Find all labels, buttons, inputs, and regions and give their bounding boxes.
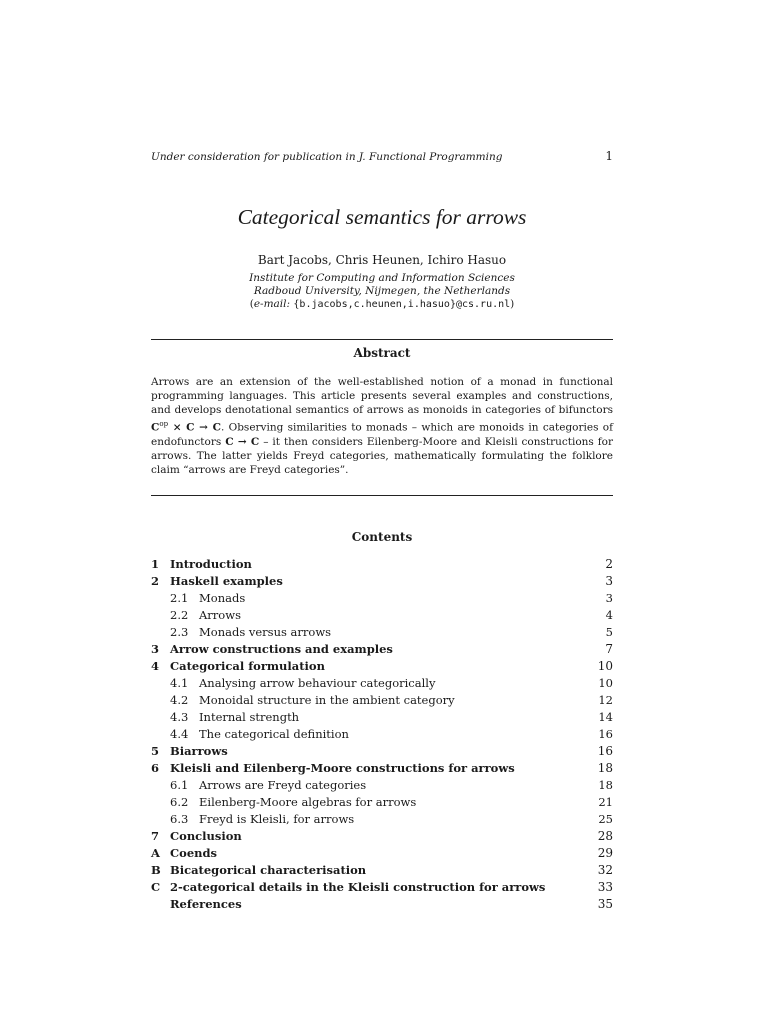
toc-entry-title: Haskell examples xyxy=(170,574,283,588)
paper-title: Categorical semantics for arrows xyxy=(237,205,527,229)
toc-entry-title: Conclusion xyxy=(170,829,242,843)
toc-entry-page: 10 xyxy=(597,659,613,673)
toc-entry-number: 2.1 xyxy=(170,591,189,605)
abstract-bottom-rule xyxy=(151,495,613,496)
toc-entry-number: 1 xyxy=(151,557,160,571)
toc-entry[interactable] xyxy=(151,692,613,709)
toc-entry-title: Internal strength xyxy=(199,710,300,724)
toc-entry-title: Bicategorical characterisation xyxy=(170,863,367,877)
toc-entry-number: 6.1 xyxy=(170,778,189,792)
toc-entry-number: B xyxy=(151,863,161,877)
toc-entry-title: Kleisli and Eilenberg-Moore constructions for arrows xyxy=(170,761,515,775)
formula-bifunctor-rest: × C → C xyxy=(168,421,221,434)
toc-entry-title: Freyd is Kleisli, for arrows xyxy=(199,812,355,826)
toc-entry[interactable] xyxy=(151,896,613,913)
toc-entry-number: 4 xyxy=(151,659,160,673)
toc-entry-page: 33 xyxy=(597,880,613,894)
toc-entry[interactable] xyxy=(151,556,613,573)
toc-entry-number: 6 xyxy=(151,761,160,775)
toc-entry-page: 7 xyxy=(605,642,613,656)
toc-entry[interactable] xyxy=(151,709,613,726)
toc-entry[interactable] xyxy=(151,624,613,641)
toc-entry[interactable] xyxy=(151,862,613,879)
toc-entry-page: 12 xyxy=(598,693,613,707)
toc-entry-title: Coends xyxy=(170,846,218,860)
toc-entry-title: Arrow constructions and examples xyxy=(170,642,393,656)
toc-entry-number: 2.3 xyxy=(170,625,189,639)
running-header xyxy=(151,149,613,163)
toc-entry-title: Monads xyxy=(199,591,246,605)
toc-entry-title: The categorical definition xyxy=(199,727,349,741)
toc-entry-number: 6.2 xyxy=(170,795,189,809)
toc-entry[interactable] xyxy=(151,879,613,896)
toc-entry-page: 18 xyxy=(597,761,613,775)
page-number: 1 xyxy=(605,149,613,163)
table-of-contents xyxy=(151,556,613,913)
toc-entry-page: 2 xyxy=(605,557,613,571)
toc-entry-title: Biarrows xyxy=(170,744,228,758)
toc-entry-title: References xyxy=(170,897,242,911)
author-email: (e-mail: {b.jacobs,c.heunen,i.hasuo}@cs.ru.nl) xyxy=(249,298,515,310)
toc-entry-page: 3 xyxy=(605,591,613,605)
toc-entry[interactable] xyxy=(151,573,613,590)
formula-cop-sup: op xyxy=(159,420,169,428)
toc-entry-page: 18 xyxy=(598,778,613,792)
toc-entry[interactable] xyxy=(151,794,613,811)
abstract-text-part2: . Observing similarities to monads – which are monoids in categories of endofunctors xyxy=(151,421,613,448)
toc-entry[interactable] xyxy=(151,845,613,862)
toc-entry-title: Introduction xyxy=(170,557,252,571)
abstract-heading: Abstract xyxy=(353,346,411,360)
toc-entry-number: A xyxy=(151,846,160,860)
toc-entry-number: 4.4 xyxy=(170,727,189,741)
abstract-text-part1: Arrows are an extension of the well-established notion of a monad in functional programming languages. This article presents several examples and constructions, and develops denotational semantics of arrows as monoids in categories of bifunctors xyxy=(151,376,613,416)
toc-entry[interactable] xyxy=(151,743,613,760)
toc-entry[interactable] xyxy=(151,675,613,692)
abstract-top-rule xyxy=(151,339,613,340)
toc-entry-page: 16 xyxy=(598,727,613,741)
toc-entry[interactable] xyxy=(151,760,613,777)
toc-entry[interactable] xyxy=(151,658,613,675)
toc-entry-page: 10 xyxy=(598,676,613,690)
toc-entry-page: 29 xyxy=(597,846,613,860)
toc-entry-title: Arrows xyxy=(199,608,241,622)
toc-entry-title: Categorical formulation xyxy=(170,659,325,673)
toc-entry-number: 4.2 xyxy=(170,693,189,707)
toc-entry-title: Monoidal structure in the ambient category xyxy=(199,693,455,707)
toc-entry[interactable] xyxy=(151,811,613,828)
toc-entry-number: C xyxy=(151,880,161,894)
toc-entry-page: 3 xyxy=(605,574,613,588)
toc-entry-page: 16 xyxy=(597,744,613,758)
affiliation-university: Radboud University, Nijmegen, the Netherlands xyxy=(253,285,511,297)
contents-heading: Contents xyxy=(351,530,413,544)
toc-entry-page: 14 xyxy=(598,710,613,724)
toc-entry-number: 7 xyxy=(151,829,160,843)
toc-entry-title: Eilenberg-Moore algebras for arrows xyxy=(199,795,417,809)
toc-entry-title: Arrows are Freyd categories xyxy=(199,778,367,792)
toc-entry-page: 4 xyxy=(605,608,613,622)
toc-entry[interactable] xyxy=(151,777,613,794)
formula-endofunctor: C → C xyxy=(225,435,260,448)
toc-entry-page: 32 xyxy=(597,863,613,877)
toc-entry-number: 2 xyxy=(151,574,160,588)
email-label: e-mail: xyxy=(253,298,291,310)
toc-entry-title: Analysing arrow behaviour categorically xyxy=(199,676,436,690)
abstract-text-part3: – it then considers Eilenberg-Moore and Kleisli constructions for arrows. The latter yields Freyd categories, mathematically formulating the folklore claim “arrows are Freyd categories”. xyxy=(151,435,613,476)
affiliation-institute: Institute for Computing and Information Sciences xyxy=(249,272,515,284)
toc-entry-number: 4.3 xyxy=(170,710,189,724)
abstract-text xyxy=(151,375,613,477)
toc-entry[interactable] xyxy=(151,590,613,607)
toc-entry-page: 28 xyxy=(597,829,613,843)
toc-entry-number: 3 xyxy=(151,642,160,656)
toc-entry-number: 6.3 xyxy=(170,812,189,826)
toc-entry-title: Monads versus arrows xyxy=(199,625,332,639)
toc-entry[interactable] xyxy=(151,828,613,845)
toc-entry[interactable] xyxy=(151,726,613,743)
toc-entry-page: 21 xyxy=(598,795,613,809)
toc-entry-page: 5 xyxy=(605,625,613,639)
toc-entry-number: 4.1 xyxy=(170,676,189,690)
journal-note: Under consideration for publication in J. Functional Programming xyxy=(151,151,503,163)
formula-cop-base: C xyxy=(151,421,160,434)
toc-entry[interactable] xyxy=(151,641,613,658)
toc-entry-number: 5 xyxy=(151,744,160,758)
email-address: {b.jacobs,c.heunen,i.hasuo}@cs.ru.nl xyxy=(293,299,511,310)
toc-entry-page: 35 xyxy=(597,897,613,911)
toc-entry[interactable] xyxy=(151,607,613,624)
toc-entry-number: 2.2 xyxy=(170,608,189,622)
toc-entry-page: 25 xyxy=(598,812,613,826)
author-list: Bart Jacobs, Chris Heunen, Ichiro Hasuo xyxy=(257,253,507,267)
toc-entry-title: 2-categorical details in the Kleisli construction for arrows xyxy=(170,880,546,894)
